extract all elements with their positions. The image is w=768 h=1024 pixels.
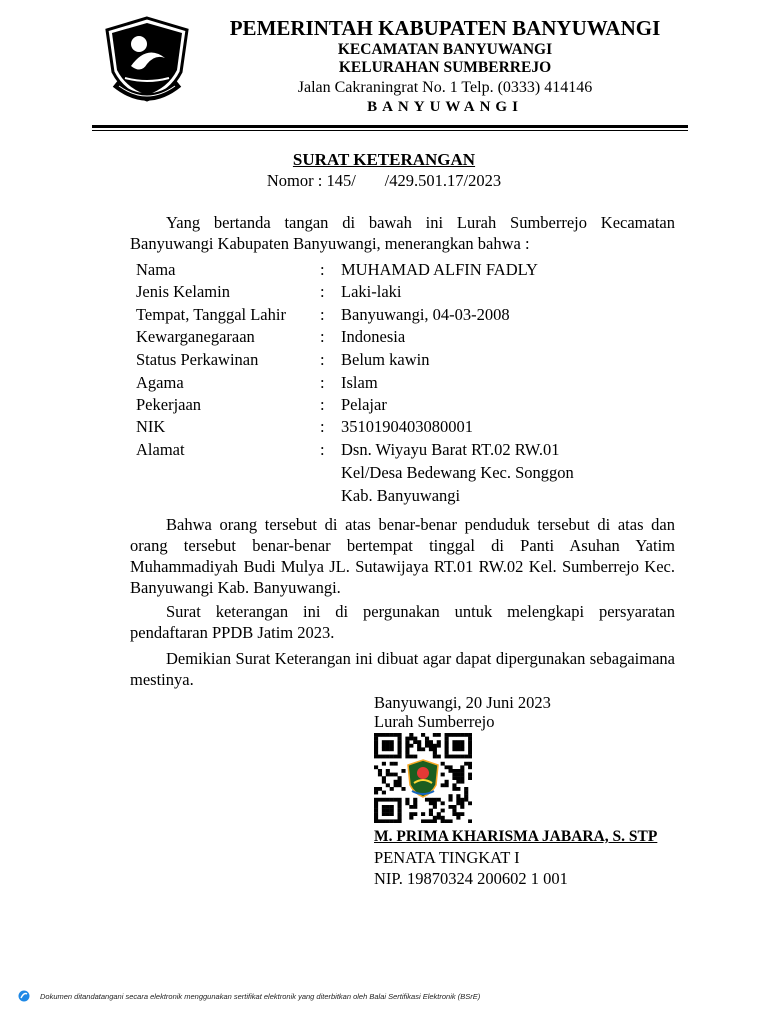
intro-paragraph: Yang bertanda tangan di bawah ini Lurah Sumberrejo Kecamatan Banyuwangi Kabupaten Banyuwangi, menerangkan bahwa : xyxy=(130,213,675,253)
field-label: Nama xyxy=(136,260,176,279)
field-colon: : xyxy=(320,417,325,436)
field-label: Tempat, Tanggal Lahir xyxy=(136,305,286,324)
header-city: BANYUWANGI xyxy=(367,99,523,115)
field-label: Agama xyxy=(136,373,184,392)
header-district: KECAMATAN BANYUWANGI xyxy=(337,41,553,58)
document-title: SURAT KETERANGAN xyxy=(292,150,476,169)
signature-position: Lurah Sumberrejo xyxy=(374,712,495,731)
body-paragraph: Surat keterangan ini di pergunakan untuk melengkapi persyaratan pendaftaran PPDB Jatim 2023. xyxy=(130,602,675,642)
field-colon: : xyxy=(320,373,325,392)
field-value: Islam xyxy=(341,373,378,392)
field-label: Pekerjaan xyxy=(136,395,202,414)
field-value: Dsn. Wiyayu Barat RT.02 RW.01 xyxy=(341,440,560,459)
field-value: Indonesia xyxy=(341,327,406,346)
signatory-name: M. PRIMA KHARISMA JABARA, S. STP xyxy=(374,828,658,845)
header-government: PEMERINTAH KABUPATEN BANYUWANGI xyxy=(229,16,661,40)
field-label: NIK xyxy=(136,417,166,436)
field-colon: : xyxy=(320,327,325,346)
header-address: Jalan Cakraningrat No. 1 Telp. (0333) 414146 xyxy=(297,79,593,96)
field-colon: : xyxy=(320,282,325,301)
signatory-nip: NIP. 19870324 200602 1 001 xyxy=(374,869,568,888)
field-label: Status Perkawinan xyxy=(136,350,259,369)
field-value: Banyuwangi, 04-03-2008 xyxy=(341,305,510,324)
field-label: Jenis Kelamin xyxy=(136,282,230,301)
body-paragraph: Bahwa orang tersebut di atas benar-benar penduduk tersebut di atas dan orang tersebut benar-benar bertempat tinggal di Panti Asuhan Yatim Muhammadiyah Budi Mulya JL. Sutawijaya RT.01 RW.02 Kel. Sumberrejo Kec. Banyuwangi Kab. Banyuwangi. xyxy=(130,515,675,597)
field-value: 3510190403080001 xyxy=(341,417,473,436)
field-colon: : xyxy=(320,350,325,369)
regency-crest-icon xyxy=(101,14,193,104)
field-colon: : xyxy=(320,440,325,459)
field-label: Alamat xyxy=(136,440,185,459)
signature-place-date: Banyuwangi, 20 Juni 2023 xyxy=(374,693,551,712)
address-line: Kab. Banyuwangi xyxy=(341,486,461,505)
field-colon: : xyxy=(320,395,325,414)
document-number: Nomor : 145/ /429.501.17/2023 xyxy=(266,171,502,190)
field-value: Pelajar xyxy=(341,395,387,414)
field-label: Kewarganegaraan xyxy=(136,327,255,346)
field-value: MUHAMAD ALFIN FADLY xyxy=(341,260,538,279)
letterhead-divider-thick xyxy=(92,125,688,128)
field-colon: : xyxy=(320,260,325,279)
field-colon: : xyxy=(320,305,325,324)
footer-esign-note: Dokumen ditandatangani secara elektronik menggunakan sertifikat elektronik yang diterbitkan oleh Balai Sertifikasi Elektronik (BSrE) xyxy=(40,992,481,1001)
header-village: KELURAHAN SUMBERREJO xyxy=(338,59,552,76)
body-paragraph: Demikian Surat Keterangan ini dibuat agar dapat dipergunakan sebagaimana mestinya. xyxy=(130,649,675,689)
field-value: Belum kawin xyxy=(341,350,430,369)
field-value: Laki-laki xyxy=(341,282,402,301)
bsre-logo-icon xyxy=(18,990,30,1002)
signatory-rank: PENATA TINGKAT I xyxy=(374,848,520,867)
qr-code-signature-icon xyxy=(374,733,472,823)
address-line: Kel/Desa Bedewang Kec. Songgon xyxy=(341,463,574,482)
letterhead-divider-thin xyxy=(92,130,688,131)
